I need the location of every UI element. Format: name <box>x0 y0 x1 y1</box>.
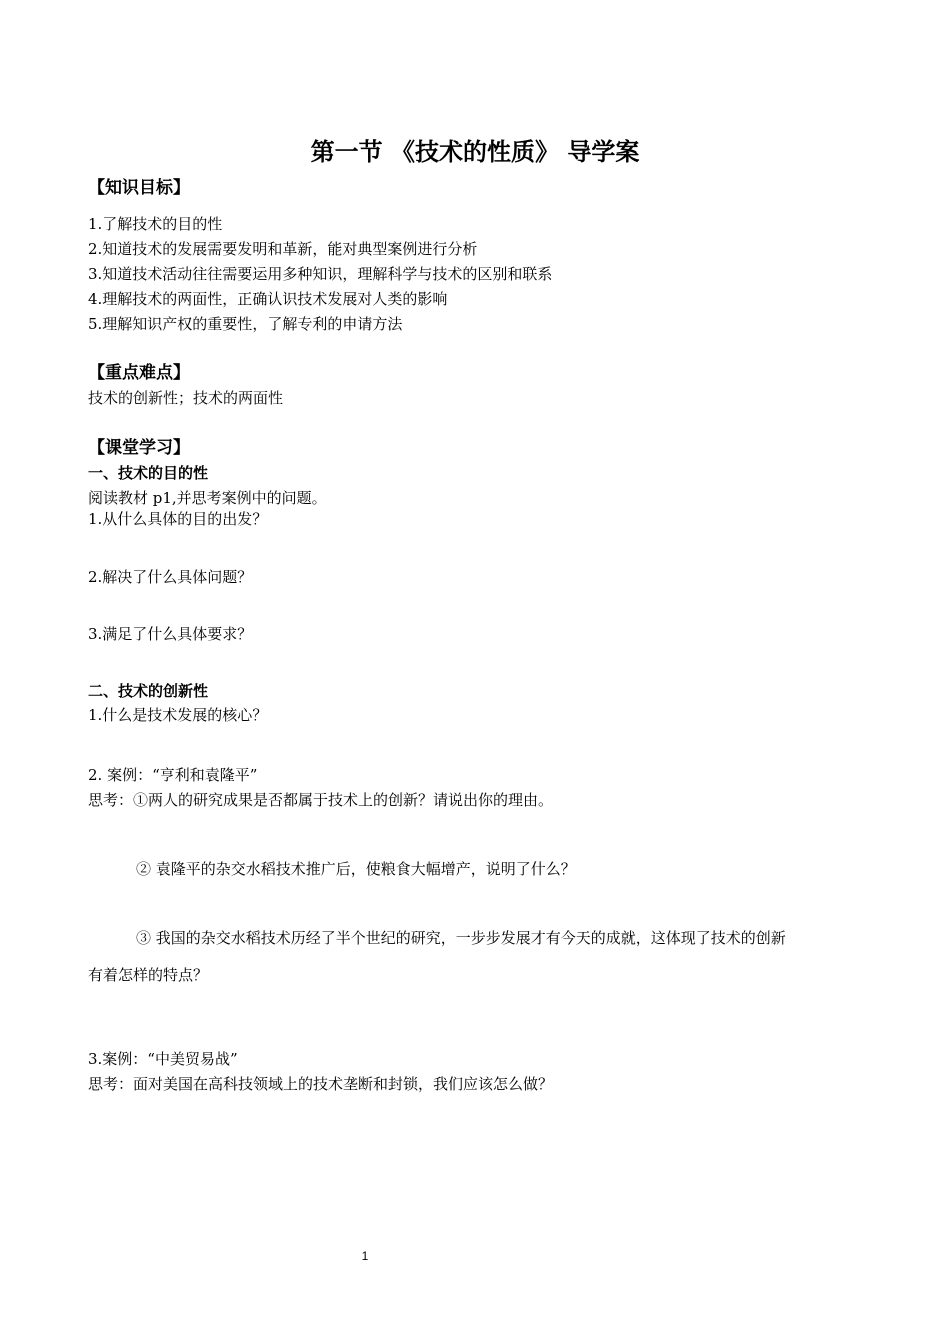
list-item: 5.理解知识产权的重要性，了解专利的申请方法 <box>88 315 403 333</box>
page-title: 第一节 《技术的性质》 导学案 <box>310 138 640 166</box>
section1-title: 一、技术的目的性 <box>88 464 209 482</box>
section1-intro: 阅读教材 p1,并思考案例中的问题。 <box>88 489 327 507</box>
think-question: ② 袁隆平的杂交水稻技术推广后，使粮食大幅增产，说明了什么？ <box>136 860 576 878</box>
key-points-heading: 【重点难点】 <box>88 363 190 383</box>
section2-title: 二、技术的创新性 <box>88 682 209 700</box>
classroom-heading: 【课堂学习】 <box>88 438 190 458</box>
list-item: 3.知道技术活动往往需要运用多种知识，理解科学与技术的区别和联系 <box>88 265 553 283</box>
question-item: 1.什么是技术发展的核心？ <box>88 706 268 724</box>
think-question-continued: 有着怎样的特点？ <box>88 966 209 984</box>
case-title: 2. 案例：“亨利和袁隆平” <box>88 766 258 784</box>
think-question: 思考：①两人的研究成果是否都属于技术上的创新？请说出你的理由。 <box>88 791 554 809</box>
key-points-text: 技术的创新性；技术的两面性 <box>88 389 284 407</box>
list-item: 1.了解技术的目的性 <box>88 215 223 233</box>
think-question: ③ 我国的杂交水稻技术历经了半个世纪的研究，一步步发展才有今天的成就，这体现了技术的创新 <box>136 929 786 947</box>
question-item: 1.从什么具体的目的出发？ <box>88 510 268 528</box>
case-title: 3.案例：“中美贸易战” <box>88 1050 238 1068</box>
question-item: 2.解决了什么具体问题？ <box>88 568 253 586</box>
page-number: 1 <box>361 1249 369 1263</box>
think-question: 思考：面对美国在高科技领域上的技术垄断和封锁，我们应该怎么做？ <box>88 1075 554 1093</box>
list-item: 2.知道技术的发展需要发明和革新，能对典型案例进行分析 <box>88 240 478 258</box>
knowledge-goals-heading: 【知识目标】 <box>88 178 190 198</box>
question-item: 3.满足了什么具体要求？ <box>88 625 253 643</box>
list-item: 4.理解技术的两面性，正确认识技术发展对人类的影响 <box>88 290 448 308</box>
